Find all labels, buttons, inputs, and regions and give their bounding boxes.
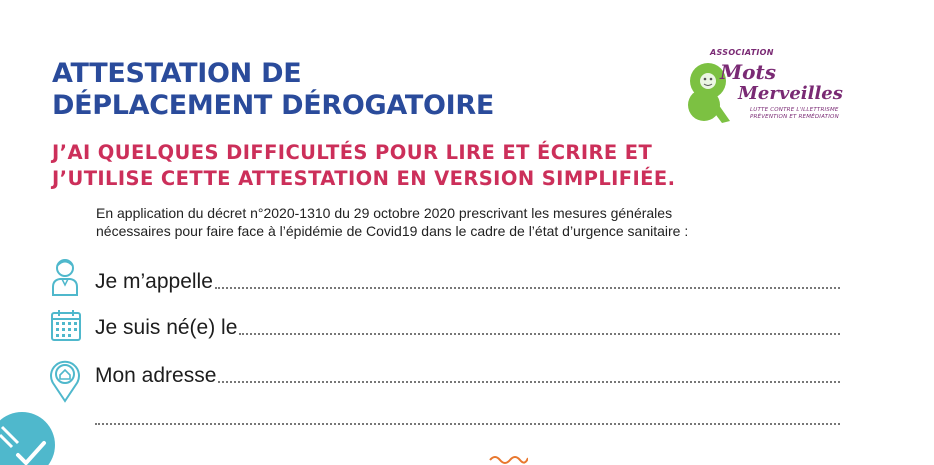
association-logo bbox=[680, 45, 865, 125]
birthdate-field[interactable] bbox=[95, 310, 840, 340]
pencil-check-icon bbox=[0, 405, 56, 465]
page-title bbox=[52, 58, 494, 122]
subtitle-line2: J’UTILISE CETTE ATTESTATION EN VERSION SIMPLIFIÉE. bbox=[52, 167, 676, 190]
address-continuation-dotted-line[interactable] bbox=[95, 422, 840, 425]
name-dotted-line[interactable] bbox=[215, 286, 840, 289]
name-label: Je m’appelle bbox=[95, 270, 213, 293]
intro-line2: nécessaires pour faire face à l’épidémie de Covid19 dans le cadre de l’état d’urgence sanitaire : bbox=[96, 223, 689, 239]
logo-tagline-line1: LUTTE CONTRE L'ILLETTRISME bbox=[750, 107, 839, 113]
calendar-icon bbox=[50, 308, 82, 342]
location-pin-icon bbox=[48, 357, 82, 403]
birthdate-label: Je suis né(e) le bbox=[95, 316, 238, 339]
title-line2: DÉPLACEMENT DÉROGATOIRE bbox=[52, 90, 495, 121]
logo-name-line2: Merveilles bbox=[738, 83, 843, 104]
address-label: Mon adresse bbox=[95, 364, 217, 387]
birthdate-dotted-line[interactable] bbox=[239, 332, 840, 335]
name-field[interactable] bbox=[95, 264, 840, 294]
title-line1: ATTESTATION DE bbox=[52, 58, 302, 89]
logo-name-line1: Mots bbox=[720, 60, 776, 84]
page-subtitle bbox=[52, 140, 675, 192]
address-field[interactable] bbox=[95, 358, 840, 388]
logo-tagline bbox=[750, 107, 839, 120]
address-dotted-line[interactable] bbox=[218, 380, 840, 383]
person-icon bbox=[50, 255, 80, 297]
subtitle-line1: J’AI QUELQUES DIFFICULTÉS POUR LIRE ET ÉCRIRE ET bbox=[52, 141, 653, 164]
logo-tagline-line2: PRÉVENTION ET REMÉDIATION bbox=[750, 113, 839, 120]
squiggle-decoration-icon bbox=[488, 452, 528, 464]
logo-association-text: ASSOCIATION bbox=[710, 48, 774, 57]
intro-line1: En application du décret n°2020-1310 du 29 octobre 2020 prescrivant les mesures générales bbox=[96, 205, 673, 221]
intro-paragraph bbox=[96, 204, 688, 240]
address-continuation-field[interactable] bbox=[95, 400, 840, 430]
